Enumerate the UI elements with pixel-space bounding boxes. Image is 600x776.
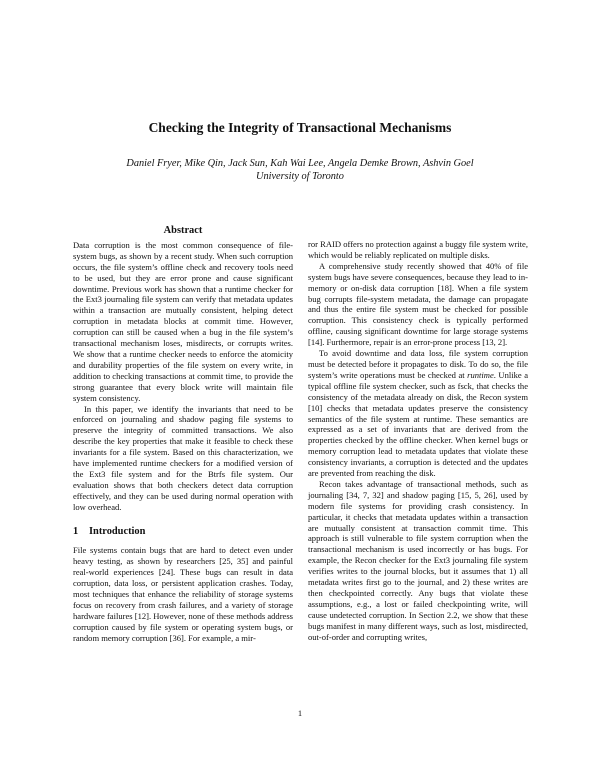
paper-title: Checking the Integrity of Transactional Mechanisms xyxy=(148,120,452,135)
section-title: Introduction xyxy=(89,525,146,537)
intro-paragraph-2: A comprehensive study recently showed that 40% of file system bugs have severe consequences, because they lead to in-memory or on-disk data corruption [18]. When a file system bug corrupts file-system metadata, the damage can propagate and thus the entire file system must be checked for possible corruption. This consistency check is typically performed offline, causing significant downtime for large storage systems [14]. Furthermore, repair is an error-prone process [13, 2]. xyxy=(308,260,528,348)
intro-paragraph-3-text-a: To avoid downtime and data loss, file system corruption must be detected before it propagates to disk. To do so, the file system’s write operations must be checked at xyxy=(308,348,528,380)
author-block xyxy=(0,157,600,183)
intro-paragraph-3-text-b: . Unlike a typical offline file system checker, such as fsck, that checks the consistency of the metadata already on disk, the Recon system [10] checks that metadata updates preserve the consistency semantics of the file system at runtime. These semantics are expressed as a set of invariants that are derived from the properties checked by the offline checker. When kernel bugs or memory corruption lead to metadata updates that violate these consistency invariants, a corruption is detected and the updates are prevented from reaching the disk. xyxy=(308,369,528,479)
abstract-paragraph-2: In this paper, we identify the invariants that need to be enforced on journaling and shadow paging file systems to preserve the integrity of committed transactions. We also describe the key properties that make it feasible to check these invariants for a file system. Based on this characterization, we have implemented runtime checkers for a modified version of the Ext3 file system and for the Btrfs file system. Our evaluation shows that both checkers detect data corruption effectively, and they can be used during normal operation with low overhead. xyxy=(73,403,293,512)
intro-paragraph-4: Recon takes advantage of transactional methods, such as journaling [34, 7, 32] and shadow paging [15, 5, 26], used by modern file systems for providing crash consistency. In particular, it checks that metadata updates within a transaction are mutually consistent at transaction commit time. This approach is still vulnerable to file system corruption when the transactional mechanism is used incorrectly or has bugs. For example, the Recon checker for the Ext3 journaling file system verifies writes to the journal blocks, but it assumes that 1) all metadata writes first go to the journal, and 2) these writes are then checkpointed correctly. Any bugs that violate these assumptions, e.g., a lost or failed checkpointing write, will cause undetected corruption. In Section 2.2, we show that these bugs manifest in many different ways, such as lost, misdirected, out-of-order and corrupting writes, xyxy=(308,478,528,642)
page-number: 1 xyxy=(297,708,303,718)
left-column xyxy=(73,226,293,644)
intro-paragraph-1-continued: ror RAID offers no protection against a buggy file system write, which would be reliably replicated on multiple disks. xyxy=(308,239,528,260)
section-heading-introduction xyxy=(73,527,293,538)
intro-paragraph-1: File systems contain bugs that are hard to detect even under heavy testing, as shown by researchers [25, 35] and painful real-world experiences [24]. These bugs can result in data corruption, data loss, or persistent application crashes. Today, most techniques that enhance the reliability of storage systems focus on recovery from crash failures, and a variety of storage hardware failures [12]. However, none of these methods address corruption caused by file system or operating system bugs, or random memory corruption [36]. For example, a mir- xyxy=(73,545,293,643)
affiliation: University of Toronto xyxy=(256,171,344,182)
intro-paragraph-3 xyxy=(308,348,528,479)
right-column xyxy=(308,239,528,643)
abstract-paragraph-1: Data corruption is the most common consequence of file-system bugs, as shown by a recent study. When such corruption occurs, the file system’s offline check and recovery tools need to be used, but they are error prone and cause significant downtime. Previous work has shown that a runtime checker for the Ext3 journaling file system can verify that metadata updates within a transaction are mutually consistent, helping detect corruption in metadata blocks at commit time. However, corruption can still be caused when a bug in the file system’s transactional mechanism loses, misdirects, or corrupts writes. We show that a runtime checker needs to enforce the atomicity and durability properties of the file system on every write, in addition to checking transactions at commit time, to provide the strong guarantee that every block write will maintain file system consistency. xyxy=(73,239,293,403)
author-list: Daniel Fryer, Mike Qin, Jack Sun, Kah Wai Lee, Angela Demke Brown, Ashvin Goel xyxy=(126,158,474,169)
section-number: 1 xyxy=(73,525,79,537)
emphasis-runtime: runtime xyxy=(467,369,494,380)
abstract-heading: Abstract xyxy=(163,225,203,236)
